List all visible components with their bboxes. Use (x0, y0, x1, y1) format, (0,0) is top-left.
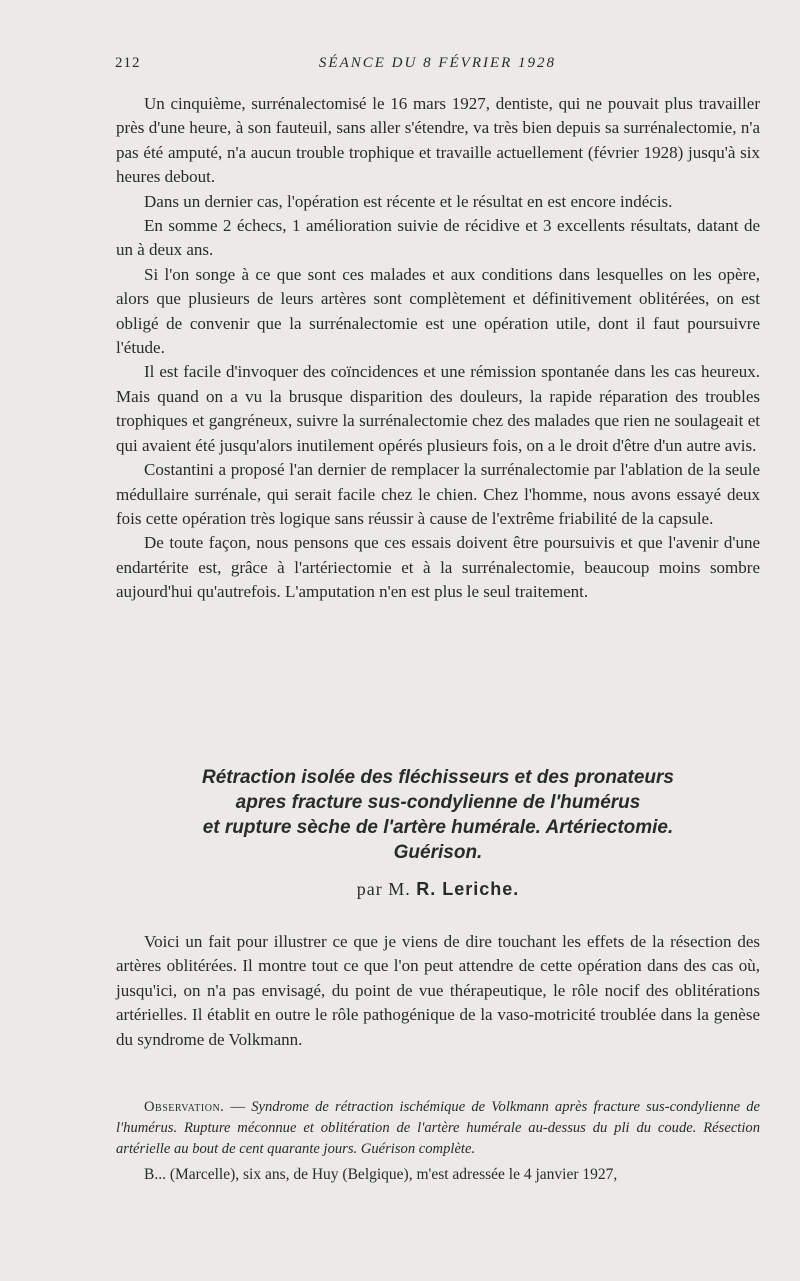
observation-label: Observation. (144, 1099, 225, 1115)
section-heading (116, 765, 760, 865)
section-title-line: Rétraction isolée des fléchisseurs et des pronateurs (201, 767, 674, 788)
running-header (115, 55, 760, 79)
section-body (116, 930, 760, 1052)
paragraph: Dans un dernier cas, l'opération est récente et le résultat en est encore indécis. (144, 191, 673, 211)
paragraph: B... (Marcelle), six ans, de Huy (Belgique), m'est adressée le 4 janvier 1927, (144, 1166, 618, 1183)
observation-text: Syndrome de rétraction ischémique de Volkmann après fracture sus-condylienne de l'humérus. Rupture méconnue et oblitération de l'artère humérale au-dessus du pli du coude. Résection artérielle au bout de cent quarante jours. Guérison complète. (116, 1099, 760, 1157)
paragraph: Un cinquième, surrénalectomisé le 16 mars 1927, dentiste, qui ne pouvait plus travailler près d'une heure, à son fauteuil, sans aller s'étendre, va très bien depuis sa surrénalectomie, n'a pas été amputé, n'a aucun trouble trophique et travaille actuellement (février 1928) jusqu'à six heures debout. (116, 94, 760, 187)
observation-block (116, 1097, 760, 1160)
paragraph: Costantini a proposé l'an dernier de remplacer la surrénalectomie par l'ablation de la seule médullaire surrénale, qui serait facile chez le chien. Chez l'homme, nous avons essayé deux fois cette opération très logique sans réussir à cause de l'extrême friabilité de la capsule. (116, 460, 760, 528)
paragraph: De toute façon, nous pensons que ces essais doivent être poursuivis et que l'avenir d'une endartérite est, grâce à l'artériectomie et à la surrénalectomie, beaucoup moins sombre aujourd'hui qu'autrefois. L'amputation n'en est plus le seul traitement. (116, 533, 760, 602)
observation-paragraph (116, 1097, 760, 1160)
paragraph: Si l'on songe à ce que sont ces malades et aux conditions dans lesquelles on les opère, alors que plusieurs de leurs artères sont complètement et définitivement oblitérées, on est obligé de convenir que la surrénalectomie est une opération utile, dont il faut poursuivre l'étude. (116, 264, 760, 358)
section-title-line: et rupture sèche de l'artère humérale. Artériectomie. (202, 817, 674, 838)
paragraph: Voici un fait pour illustrer ce que je viens de dire touchant les effets de la résection des artères oblitérées. Il montre tout ce que l'on peut attendre de cette opération dans des cas où, jusqu'ici, on n'a pas envisagé, du point de vue thérapeutique, le rôle nocif des oblitérations artérielles. Il établit en outre le rôle pathogénique de la vaso-motricité troublée dans la genèse du syndrome de Volkmann. (116, 932, 760, 1049)
author-name: R. Leriche. (416, 879, 520, 899)
author-line (116, 879, 760, 900)
author-prefix: par M. (356, 879, 411, 899)
page-number: 212 (115, 55, 141, 71)
paragraph: Il est facile d'invoquer des coïncidences et une rémission spontanée dans les cas heureux. Mais quand on a vu la brusque disparition des douleurs, la rapide réparation des troubles trophiques et gangréneux, suivre la surrénalectomie chez des malades que rien ne soulageait et qui avaient été jusqu'alors inutilement opérés plusieurs fois, on a le droit d'être d'un autre avis. (116, 362, 760, 455)
observation-dash: — (224, 1099, 252, 1115)
body-text (116, 92, 760, 605)
section-title-line: Guérison. (393, 842, 483, 863)
paragraph: En somme 2 échecs, 1 amélioration suivie de récidive et 3 excellents résultats, datant de un à deux ans. (116, 216, 760, 260)
running-title: SÉANCE DU 8 FÉVRIER 1928 (318, 55, 557, 71)
case-text (116, 1164, 760, 1186)
section-title-line: apres fracture sus-condylienne de l'humérus (235, 792, 641, 813)
